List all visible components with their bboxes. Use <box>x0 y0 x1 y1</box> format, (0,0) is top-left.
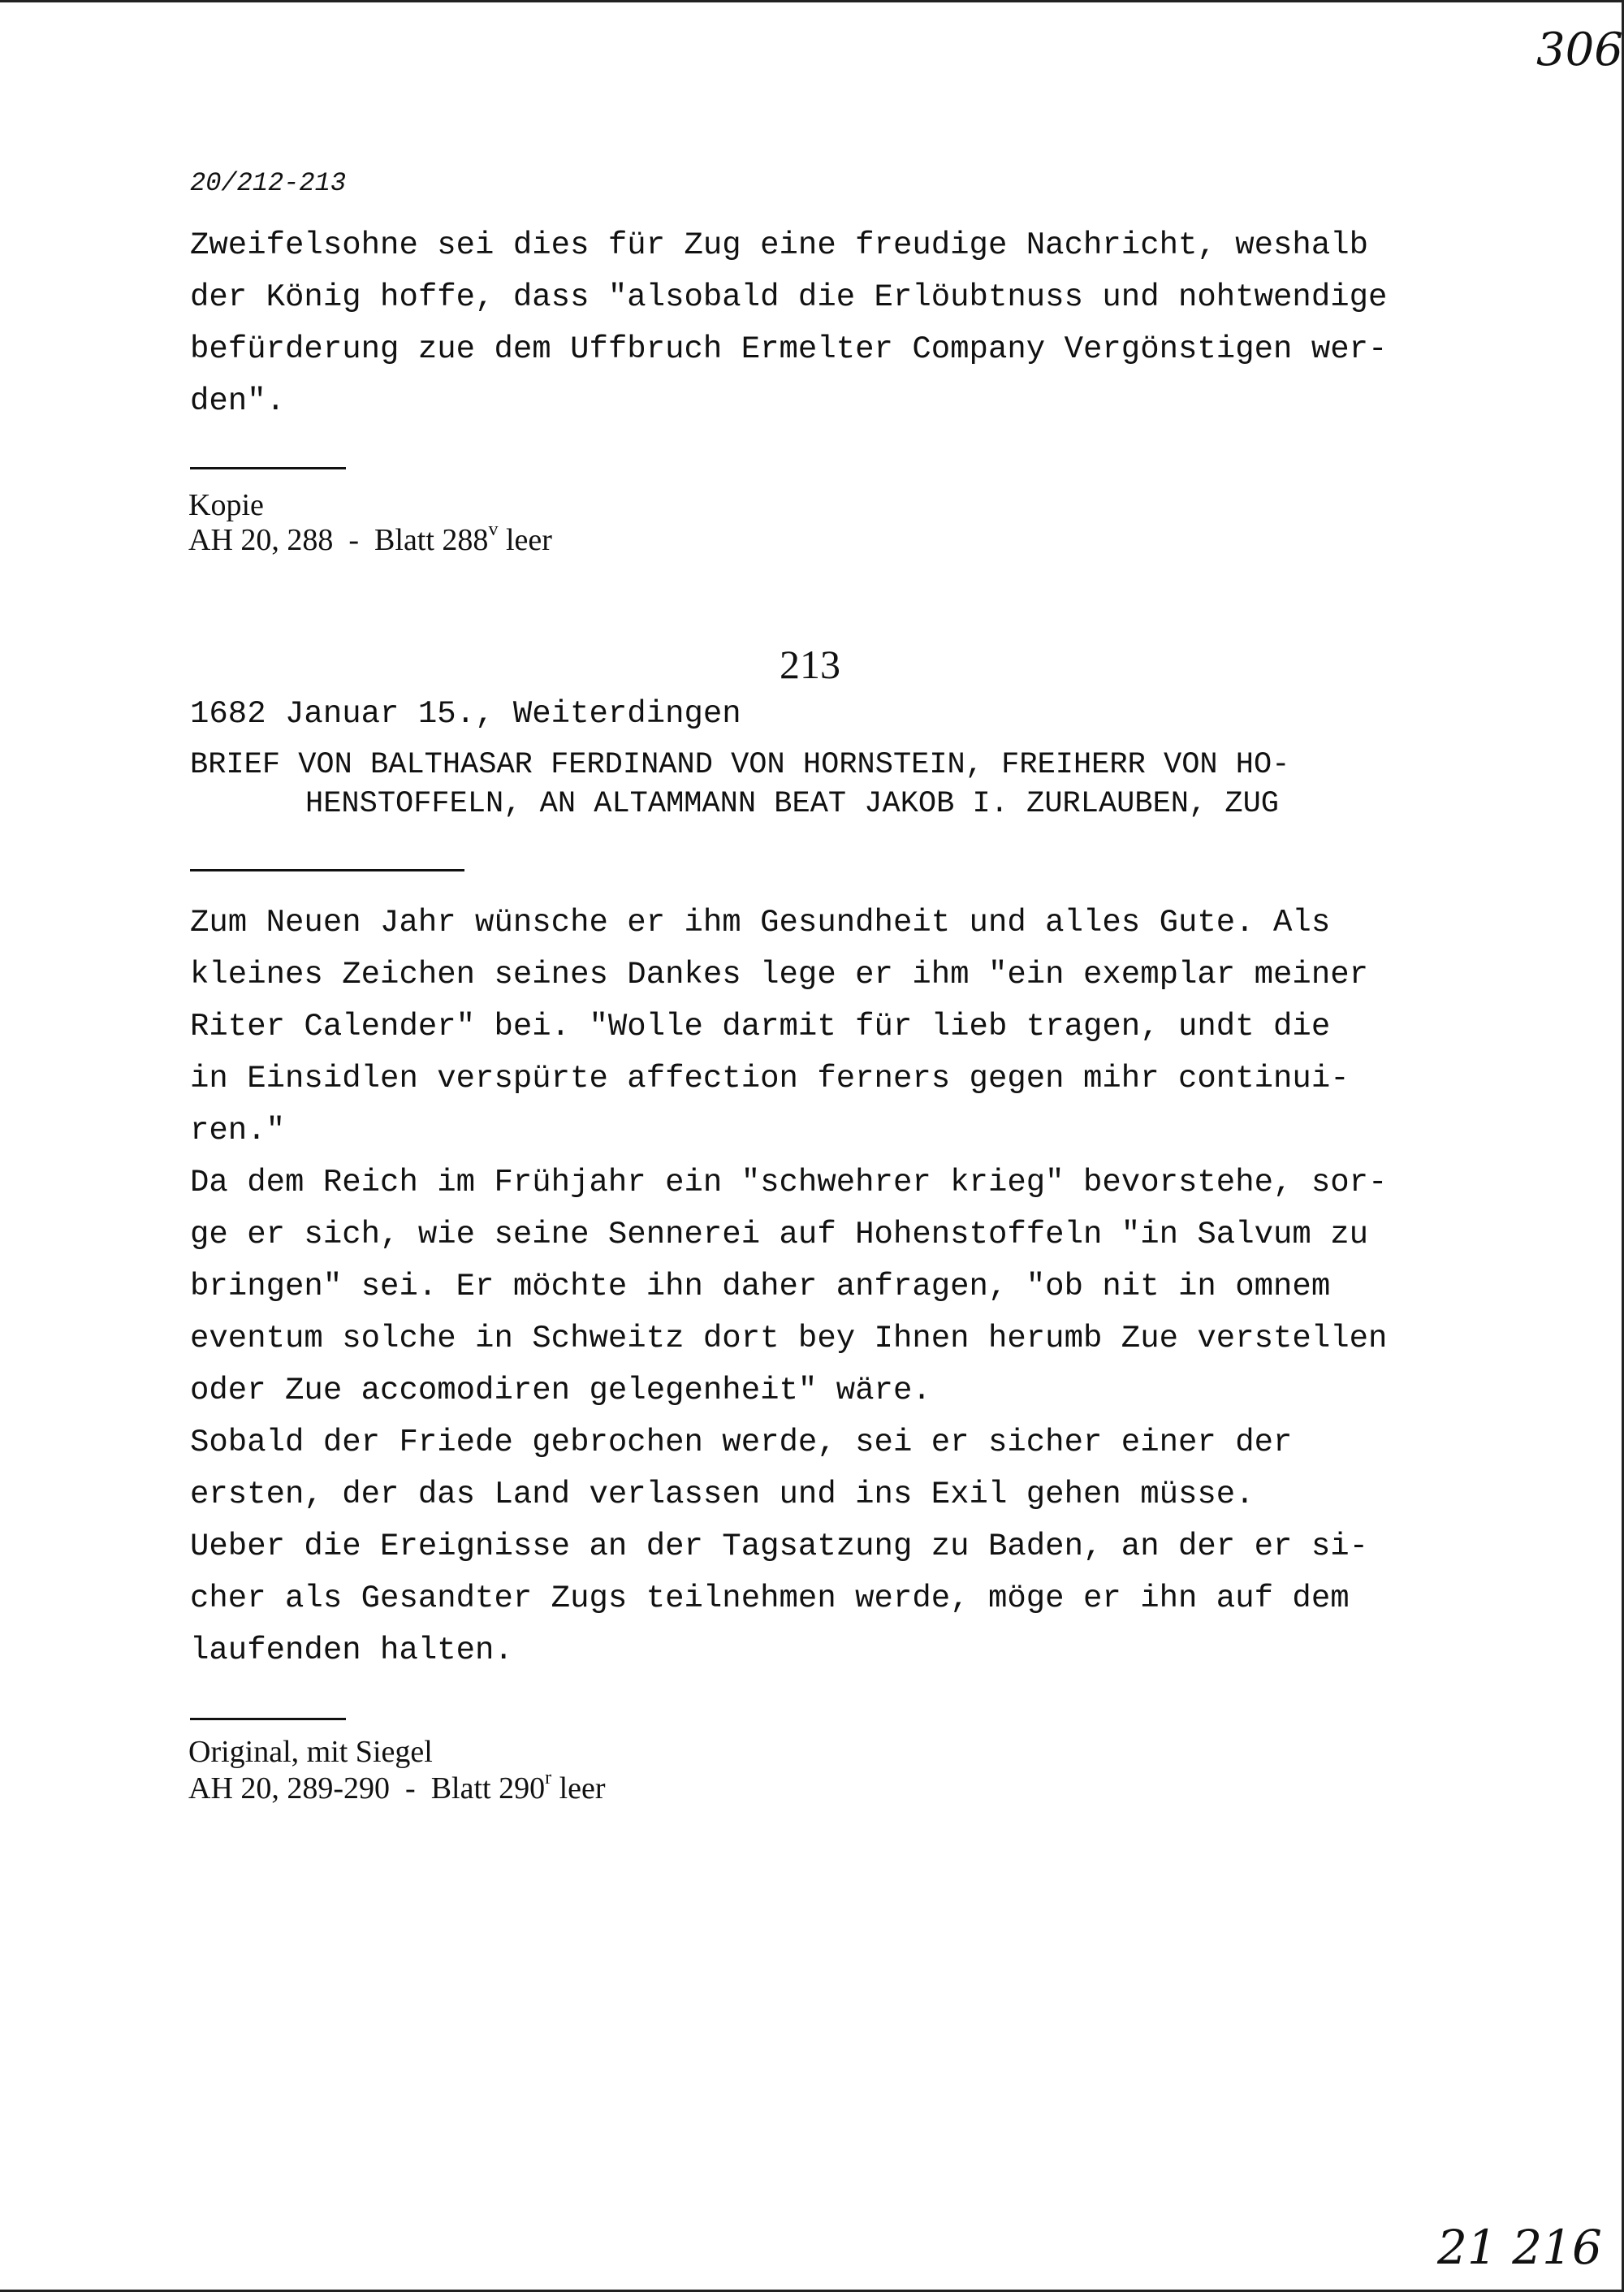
body-line: Riter Calender" bei. "Wolle darmit für lieb tragen, undt die <box>190 1009 1331 1044</box>
body-line: ge er sich, wie seine Sennerei auf Hohenstoffeln "in Salvum zu <box>190 1217 1369 1252</box>
handwritten-page-number: 306 <box>1536 24 1623 76</box>
source-citation: AH 20, 288 - Blatt 288$^v$ leer <box>188 519 552 557</box>
body-line: Da dem Reich im Frühjahr ein "schwehrer krieg" bevorstehe, sor- <box>190 1165 1388 1200</box>
source-type: Original, mit Siegel <box>188 1735 433 1769</box>
body-line: eventum solche in Schweitz dort bey Ihnen herumb Zue verstellen <box>190 1321 1388 1356</box>
body-line: oder Zue accomodiren gelegenheit" wäre. <box>190 1373 931 1408</box>
body-line: cher als Gesandter Zugs teilnehmen werde, möge er ihn auf dem <box>190 1581 1350 1616</box>
body-line: ren." <box>190 1113 286 1148</box>
footnote-rule <box>190 1718 346 1720</box>
body-line: Sobald der Friede gebrochen werde, sei er sicher einer der <box>190 1425 1293 1460</box>
page-border-top <box>0 0 1624 2</box>
body-line: kleines Zeichen seines Dankes lege er ihm "ein exemplar meiner <box>190 957 1369 992</box>
document-heading-line: BRIEF VON BALTHASAR FERDINAND VON HORNSTEIN, FREIHERR VON HO- <box>190 748 1290 782</box>
body-line: laufenden halten. <box>190 1633 513 1668</box>
paragraph-line: Zweifelsohne sei dies für Zug eine freudige Nachricht, weshalb <box>190 227 1369 263</box>
body-line: in Einsidlen verspürte affection ferners gegen mihr continui- <box>190 1061 1350 1096</box>
source-type: Kopie <box>188 488 264 522</box>
handwritten-archive-number: 21 216 <box>1437 2220 1602 2275</box>
footnote-rule <box>190 467 346 469</box>
document-number: 213 <box>780 642 840 687</box>
source-citation: AH 20, 289-290 - Blatt 290$^r$ leer <box>188 1767 606 1805</box>
heading-rule <box>190 869 464 871</box>
document-date-place: 1682 Januar 15., Weiterdingen <box>190 696 741 732</box>
document-reference: 20/212-213 <box>190 168 347 198</box>
paragraph-line: der König hoffe, dass "alsobald die Erlöubtnuss und nohtwendige <box>190 279 1388 315</box>
document-heading-line: HENSTOFFELN, AN ALTAMMANN BEAT JAKOB I. ZURLAUBEN, ZUG <box>305 787 1279 821</box>
body-line: Zum Neuen Jahr wünsche er ihm Gesundheit und alles Gute. Als <box>190 905 1331 941</box>
body-line: Ueber die Ereignisse an der Tagsatzung zu Baden, an der er si- <box>190 1529 1369 1564</box>
paragraph-line: den". <box>190 383 286 419</box>
paragraph-line: befürderung zue dem Uffbruch Ermelter Company Vergönstigen wer- <box>190 331 1388 367</box>
body-line: bringen" sei. Er möchte ihn daher anfragen, "ob nit in omnem <box>190 1269 1331 1304</box>
body-line: ersten, der das Land verlassen und ins Exil gehen müsse. <box>190 1477 1255 1512</box>
